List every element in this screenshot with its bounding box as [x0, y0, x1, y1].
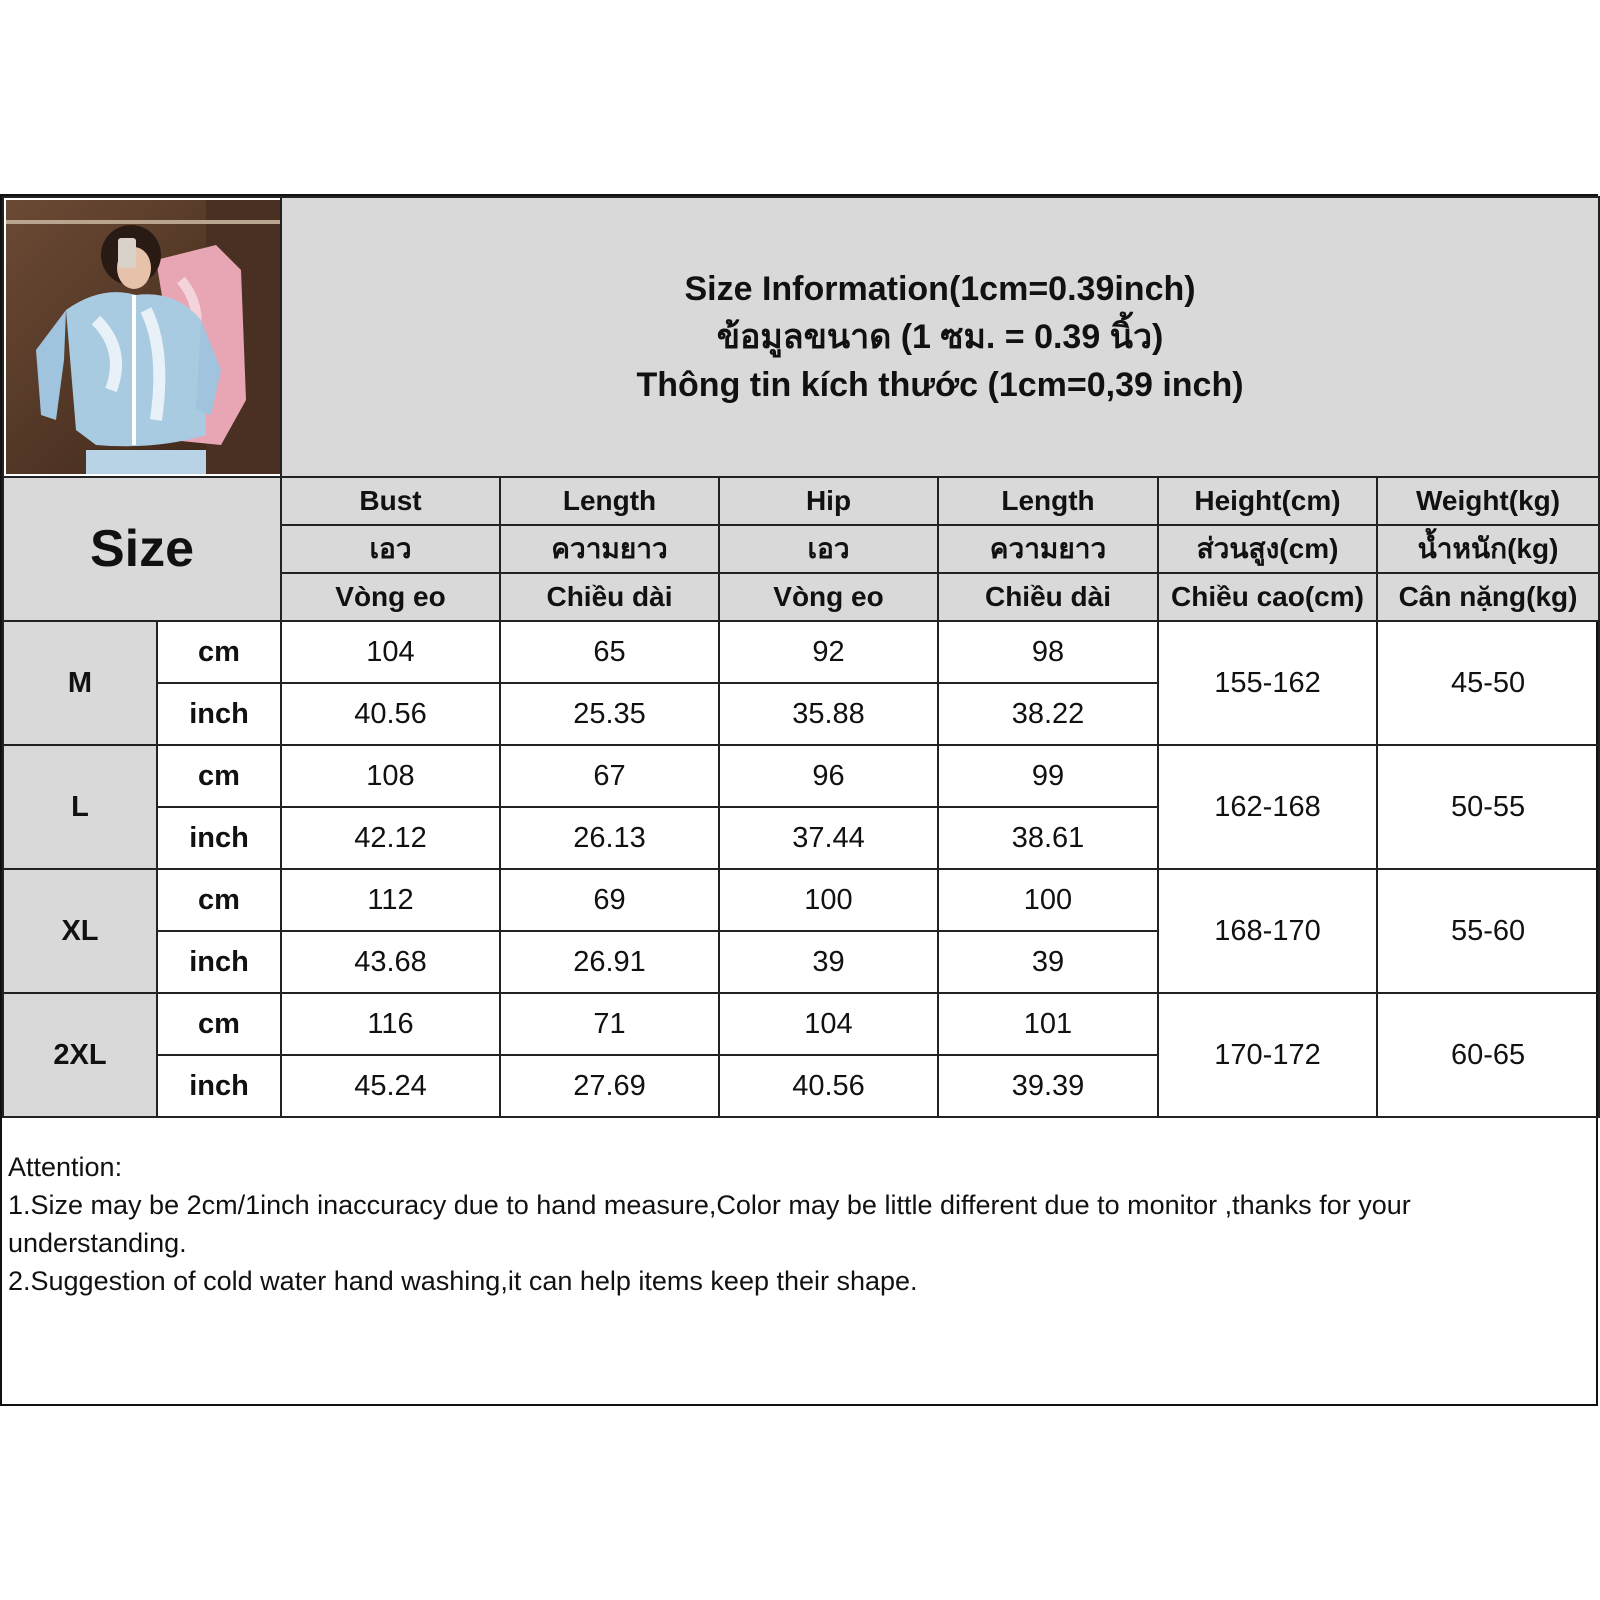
- unit-label: cm: [157, 621, 281, 683]
- attention-notes: [8, 1148, 1588, 1300]
- cell-value: 40.56: [281, 683, 500, 745]
- cell-value: 69: [500, 869, 719, 931]
- unit-label: inch: [157, 807, 281, 869]
- cell-value: 26.13: [500, 807, 719, 869]
- col-header-th: น้ำหนัก(kg): [1377, 525, 1599, 573]
- col-header-th: ส่วนสูง(cm): [1158, 525, 1377, 573]
- cell-value: 65: [500, 621, 719, 683]
- cell-value: 67: [500, 745, 719, 807]
- size-header: Size: [3, 477, 281, 621]
- col-header-en: Length: [938, 477, 1158, 525]
- cell-value: 39: [938, 931, 1158, 993]
- weight-range: 55-60: [1377, 869, 1599, 993]
- unit-label: cm: [157, 745, 281, 807]
- unit-label: cm: [157, 869, 281, 931]
- note-line: 2.Suggestion of cold water hand washing,it can help items keep their shape.: [8, 1266, 918, 1296]
- height-range: 168-170: [1158, 869, 1377, 993]
- size-table: [2, 196, 1600, 1118]
- col-header-en: Hip: [719, 477, 938, 525]
- cell-value: 100: [938, 869, 1158, 931]
- product-photo: [6, 200, 280, 474]
- title-en: Size Information(1cm=0.39inch): [684, 270, 1196, 308]
- title-cell: [281, 197, 1599, 477]
- title-th: ข้อมูลขนาด (1 ซม. = 0.39 นิ้ว): [716, 318, 1164, 356]
- height-range: 162-168: [1158, 745, 1377, 869]
- unit-label: cm: [157, 993, 281, 1055]
- cell-value: 35.88: [719, 683, 938, 745]
- col-header-vi: Chiều dài: [500, 573, 719, 621]
- cell-value: 42.12: [281, 807, 500, 869]
- height-range: 170-172: [1158, 993, 1377, 1117]
- cell-value: 112: [281, 869, 500, 931]
- unit-label: inch: [157, 683, 281, 745]
- cell-value: 38.22: [938, 683, 1158, 745]
- cell-value: 25.35: [500, 683, 719, 745]
- col-header-en: Weight(kg): [1377, 477, 1599, 525]
- weight-range: 50-55: [1377, 745, 1599, 869]
- table-row: [3, 745, 1599, 807]
- col-header-vi: Cân nặng(kg): [1377, 573, 1599, 621]
- col-header-th: เอว: [719, 525, 938, 573]
- notes-heading: Attention:: [8, 1152, 123, 1182]
- cell-value: 37.44: [719, 807, 938, 869]
- cell-value: 45.24: [281, 1055, 500, 1117]
- size-label: M: [3, 621, 157, 745]
- unit-label: inch: [157, 1055, 281, 1117]
- col-header-en: Height(cm): [1158, 477, 1377, 525]
- col-header-th: เอว: [281, 525, 500, 573]
- title-vi: Thông tin kích thước (1cm=0,39 inch): [636, 366, 1244, 404]
- weight-range: 60-65: [1377, 993, 1599, 1117]
- note-line: 1.Size may be 2cm/1inch inaccuracy due to hand measure,Color may be little different due to monitor ,thanks for your understanding.: [8, 1190, 1411, 1258]
- table-row: [3, 993, 1599, 1055]
- cell-value: 96: [719, 745, 938, 807]
- cell-value: 39.39: [938, 1055, 1158, 1117]
- size-label: XL: [3, 869, 157, 993]
- size-label: L: [3, 745, 157, 869]
- size-label: 2XL: [3, 993, 157, 1117]
- cell-value: 26.91: [500, 931, 719, 993]
- unit-label: inch: [157, 931, 281, 993]
- product-photo-cell: [3, 197, 281, 477]
- table-row: [3, 869, 1599, 931]
- cell-value: 101: [938, 993, 1158, 1055]
- col-header-vi: Chiều cao(cm): [1158, 573, 1377, 621]
- col-header-vi: Chiều dài: [938, 573, 1158, 621]
- cell-value: 38.61: [938, 807, 1158, 869]
- cell-value: 27.69: [500, 1055, 719, 1117]
- col-header-th: ความยาว: [500, 525, 719, 573]
- col-header-en: Length: [500, 477, 719, 525]
- cell-value: 92: [719, 621, 938, 683]
- height-range: 155-162: [1158, 621, 1377, 745]
- weight-range: 45-50: [1377, 621, 1599, 745]
- cell-value: 40.56: [719, 1055, 938, 1117]
- cell-value: 104: [281, 621, 500, 683]
- cell-value: 98: [938, 621, 1158, 683]
- col-header-vi: Vòng eo: [719, 573, 938, 621]
- cell-value: 116: [281, 993, 500, 1055]
- cell-value: 39: [719, 931, 938, 993]
- cell-value: 99: [938, 745, 1158, 807]
- cell-value: 71: [500, 993, 719, 1055]
- col-header-en: Bust: [281, 477, 500, 525]
- cell-value: 100: [719, 869, 938, 931]
- col-header-vi: Vòng eo: [281, 573, 500, 621]
- cell-value: 43.68: [281, 931, 500, 993]
- cell-value: 104: [719, 993, 938, 1055]
- size-chart: [0, 194, 1598, 1406]
- cell-value: 108: [281, 745, 500, 807]
- col-header-th: ความยาว: [938, 525, 1158, 573]
- table-row: [3, 621, 1599, 683]
